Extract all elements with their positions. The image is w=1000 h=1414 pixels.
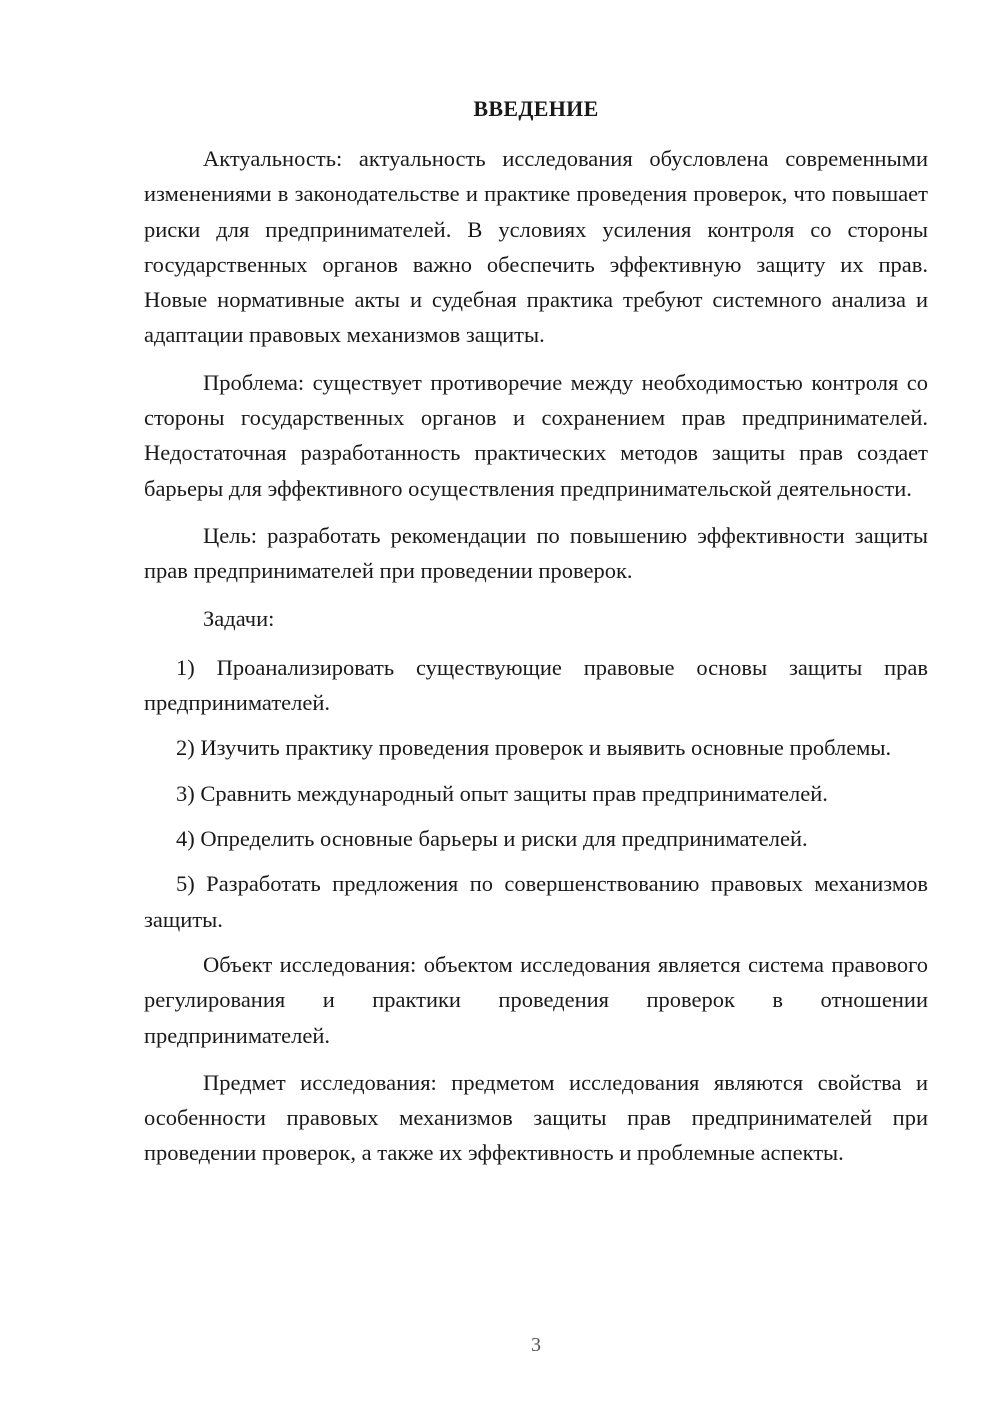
section-title: ВВЕДЕНИЕ: [473, 96, 599, 121]
task-item: 2) Изучить практику проведения проверок и выявить основные проблемы.: [176, 735, 892, 761]
page-number: 3: [531, 1334, 541, 1356]
object-paragraph: Объект исследования: объектом исследования является система правового регулирования и практики проведения проверок в отношении предпринимателей.: [144, 951, 928, 1048]
task-item: 4) Определить основные барьеры и риски для предпринимателей.: [176, 826, 808, 852]
task-item: 3) Сравнить международный опыт защиты прав предпринимателей.: [176, 780, 828, 806]
goal-paragraph: Цель: разработать рекомендации по повышению эффективности защиты прав предпринимателей при проведении проверок.: [144, 522, 928, 584]
relevance-paragraph: Актуальность: актуальность исследования обусловлена современными изменениями в законодательстве и практике проведения проверок, что повышает риски для предпринимателей. В условиях усиления контроля со стороны государственных органов важно обеспечить эффективную защиту их прав. Новые нормативные акты и судебная практика требуют системного анализа и адаптации правовых механизмов защиты.: [144, 146, 928, 348]
section-body: [144, 141, 928, 1183]
task-item: 1) Проанализировать существующие правовые основы защиты прав предпринимателей.: [144, 654, 928, 716]
problem-paragraph: Проблема: существует противоречие между необходимостью контроля со стороны государственных органов и сохранением прав предпринимателей. Недостаточная разработанность практических методов защиты прав создает барьеры для эффективного осуществления предпринимательской деятельности.: [144, 369, 928, 501]
tasks-label: Задачи:: [203, 605, 275, 631]
task-item: 5) Разработать предложения по совершенствованию правовых механизмов защиты.: [144, 871, 928, 932]
subject-paragraph: Предмет исследования: предметом исследования являются свойства и особенности правовых механизмов защиты прав предпринимателей при проведении проверок, а также их эффективность и проблемные аспекты.: [144, 1069, 928, 1166]
